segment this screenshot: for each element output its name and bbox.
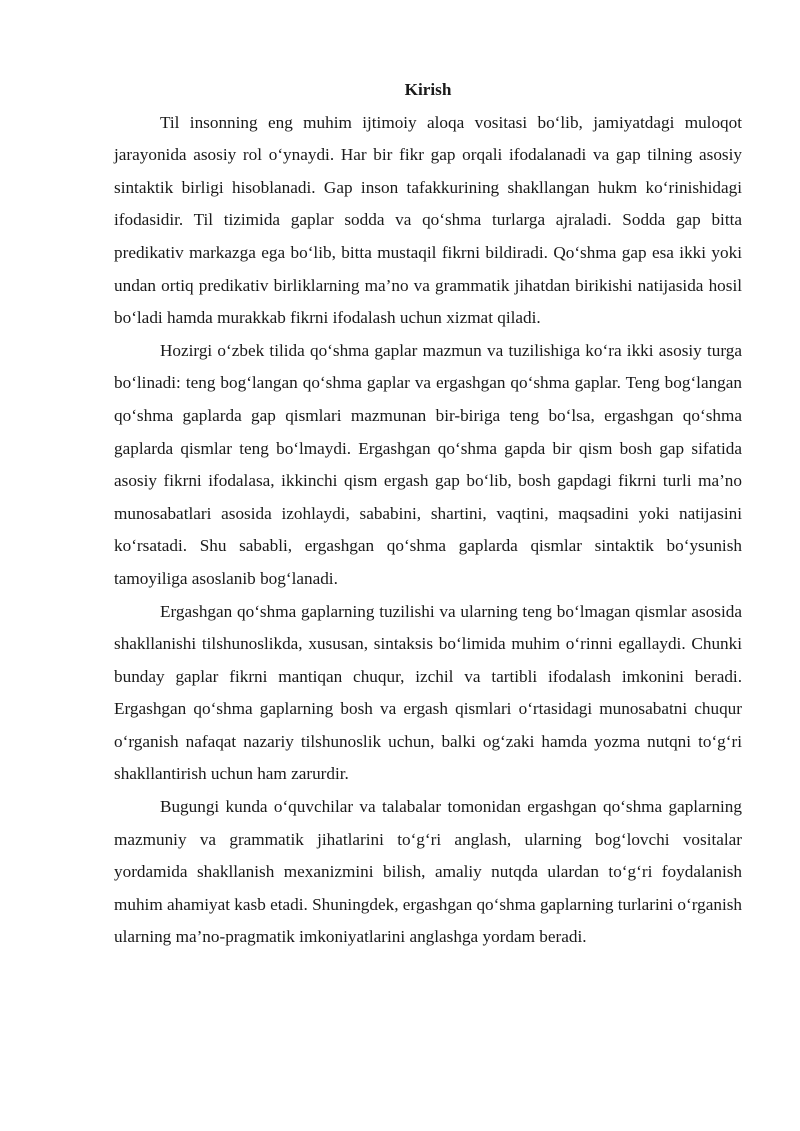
paragraph-1: Til insonning eng muhim ijtimoiy aloqa vositasi bo‘lib, jamiyatdagi muloqot jarayonida asosiy rol o‘ynaydi. Har bir fikr gap orqali ifodalanadi va gap tilning asosiy sintaktik birligi hisoblanadi. Gap inson tafakkurining shakllangan hukm ko‘rinishidagi ifodasidir. Til tizimida gaplar sodda va qo‘shma turlarga ajraladi. Sodda gap bitta predikativ markazga ega bo‘lib, bitta mustaqil fikrni bildiradi. Qo‘shma gap esa ikki yoki undan ortiq predikativ birliklarning ma’no va grammatik jihatdan birikishi natijasida hosil bo‘ladi hamda murakkab fikrni ifodalash uchun xizmat qiladi. — [114, 112, 742, 328]
paragraph-2: Hozirgi o‘zbek tilida qo‘shma gaplar mazmun va tuzilishiga ko‘ra ikki asosiy turga bo‘linadi: teng bog‘langan qo‘shma gaplar va ergashgan qo‘shma gaplar. Teng bog‘langan qo‘shma gaplarda gap qismlari mazmunan bir-biriga teng bo‘lsa, ergashgan qo‘shma gaplarda qismlar teng bo‘lmaydi. Ergashgan qo‘shma gapda bir qism bosh gap sifatida asosiy fikrni ifodalasa, ikkinchi qism ergash gap bo‘lib, bosh gapdagi fikrni turli ma’no munosabatlari asosida izohlaydi, sababini, shartini, vaqtini, maqsadini yoki natijasini ko‘rsatadi. Shu sababli, ergashgan qo‘shma gaplarda qismlar sintaktik bo‘ysunish tamoyiliga asoslanib bog‘lanadi. — [114, 340, 742, 588]
document-title: Kirish — [404, 80, 452, 99]
paragraph-3: Ergashgan qo‘shma gaplarning tuzilishi va ularning teng bo‘lmagan qismlar asosida shakllanishi tilshunoslikda, xususan, sintaksis bo‘limida muhim o‘rinni egallaydi. Chunki bunday gaplar fikrni mantiqan chuqur, izchil va tartibli ifodalash imkonini beradi. Ergashgan qo‘shma gaplarning bosh va ergash qismlari o‘rtasidagi munosabatni chuqur o‘rganish nafaqat nazariy tilshunoslik uchun, balki og‘zaki hamda yozma nutqni to‘g‘ri shakllantirish uchun ham zarurdir. — [114, 601, 742, 784]
document-page — [114, 74, 742, 954]
paragraph-4: Bugungi kunda o‘quvchilar va talabalar tomonidan ergashgan qo‘shma gaplarning mazmuniy va grammatik jihatlarini to‘g‘ri anglash, ularning bog‘lovchi vositalar yordamida shakllanish mexanizmini bilish, amaliy nutqda ulardan to‘g‘ri foydalanish muhim ahamiyat kasb etadi. Shuningdek, ergashgan qo‘shma gaplarning turlarini o‘rganish ularning ma’no-pragmatik imkoniyatlarini anglashga yordam beradi. — [114, 797, 743, 947]
